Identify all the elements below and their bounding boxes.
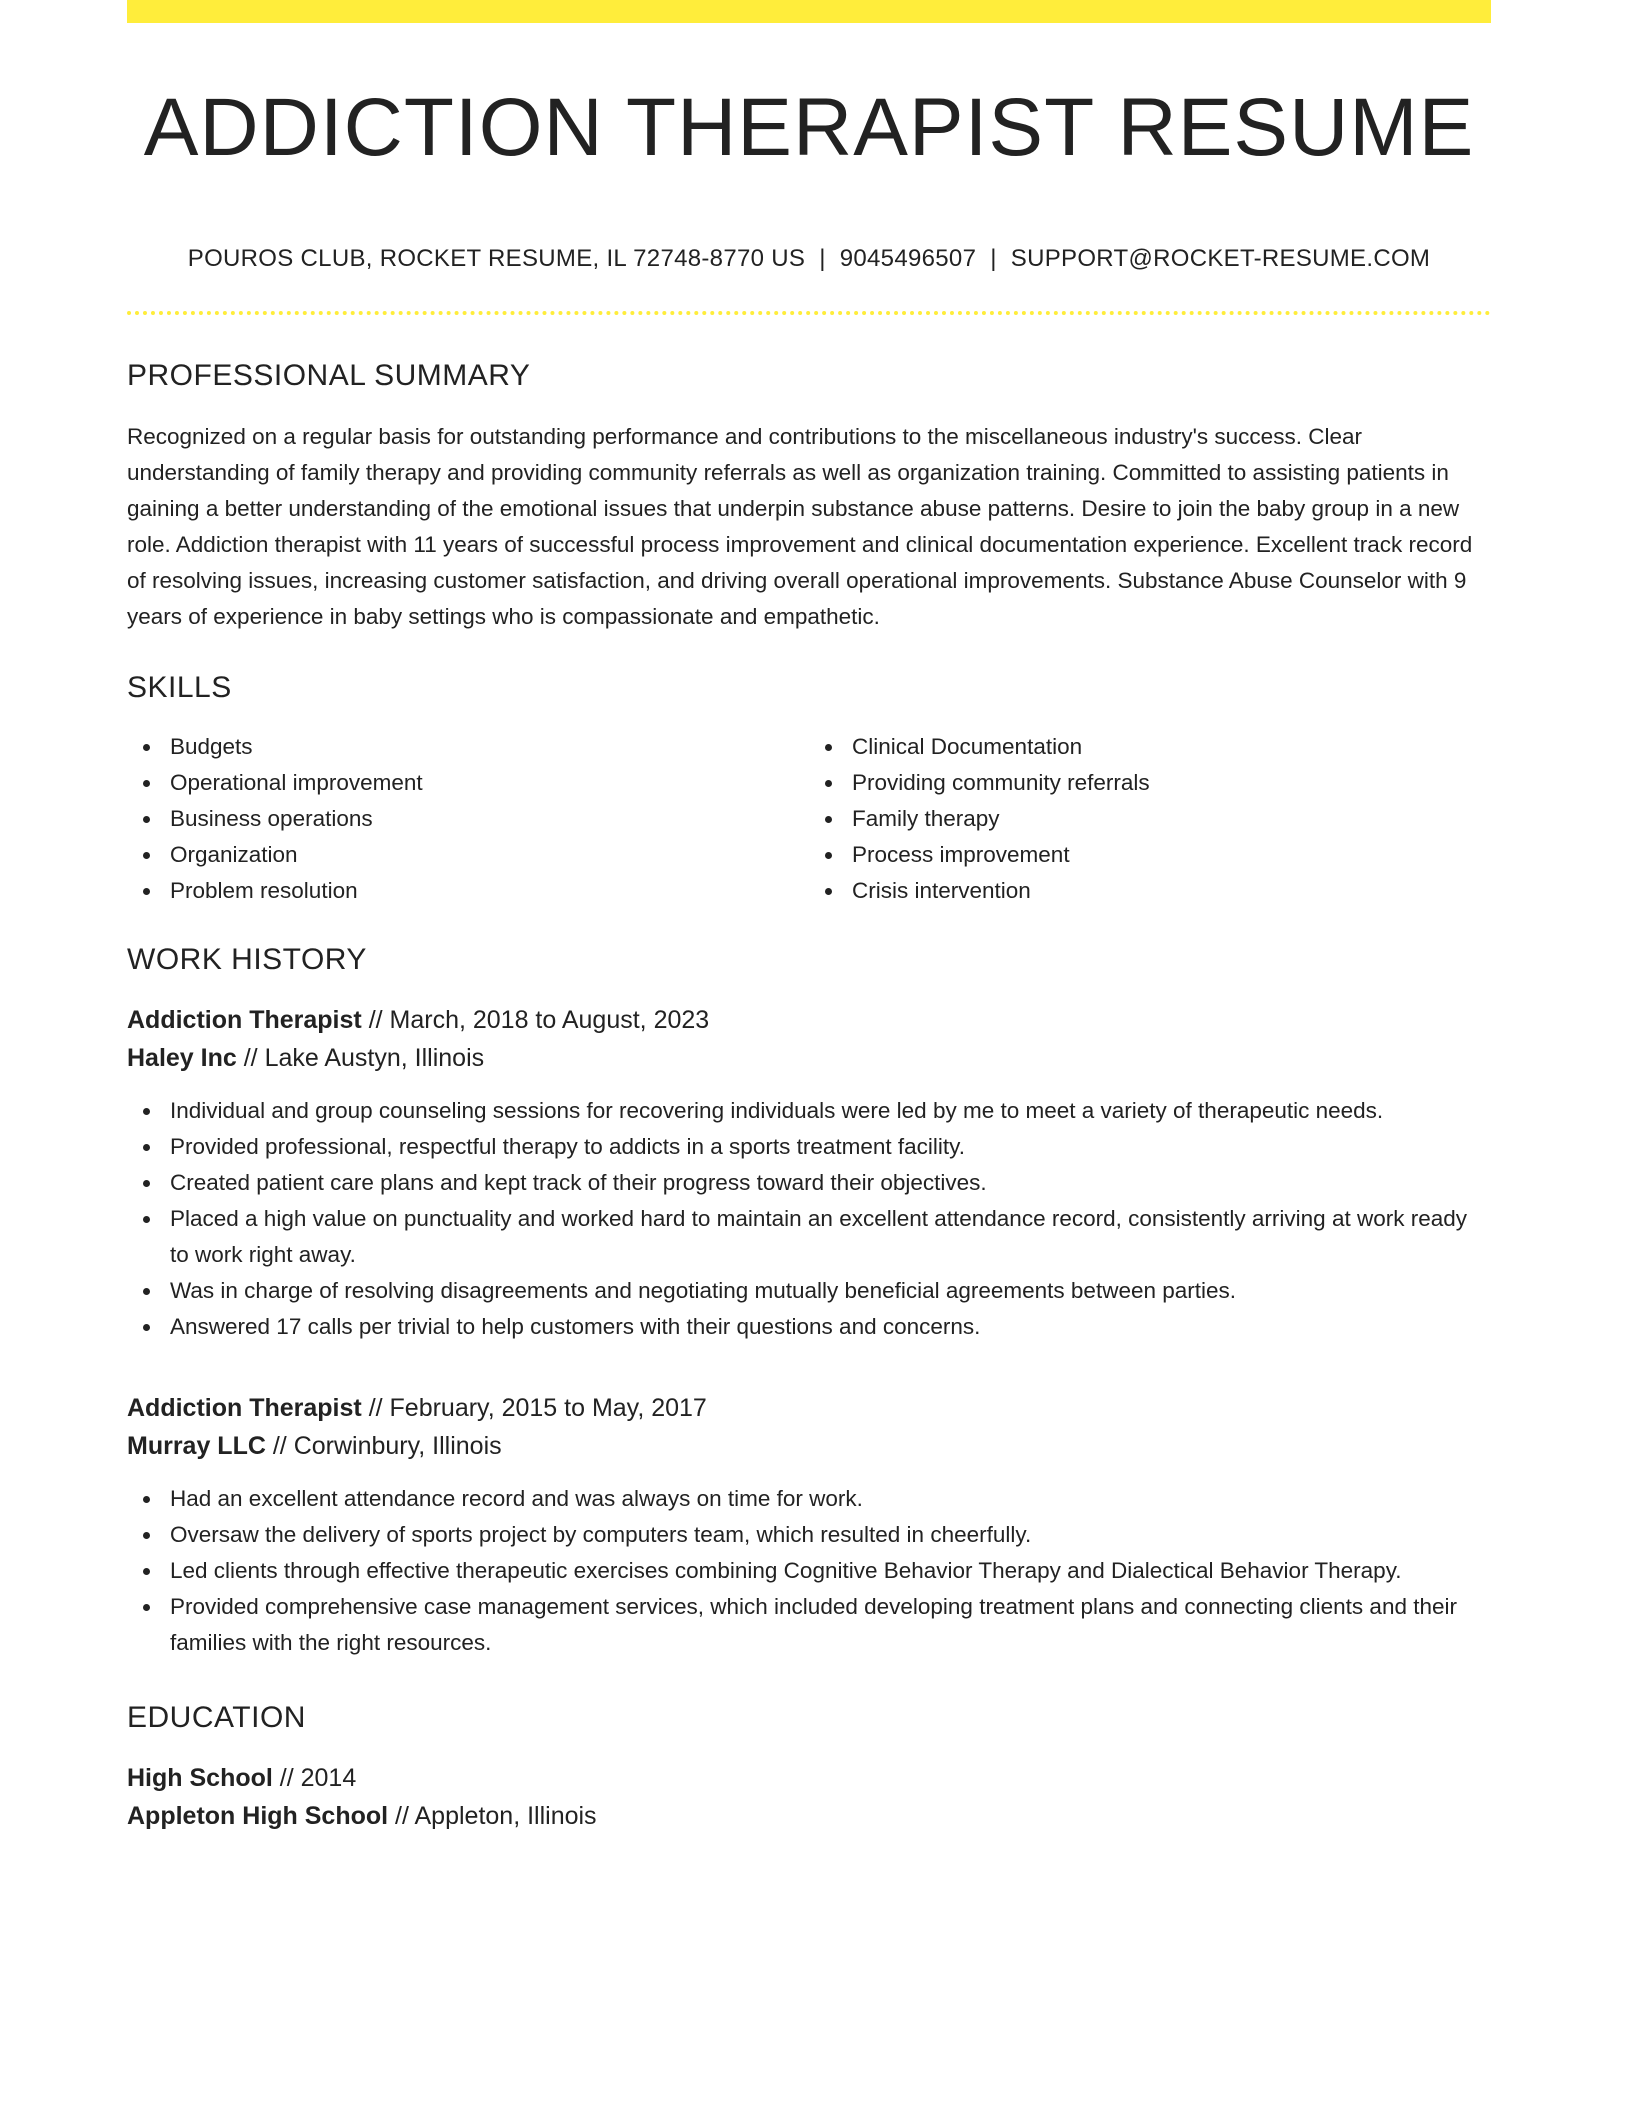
job-title-line — [127, 1389, 1491, 1427]
job-dates: // March, 2018 to August, 2023 — [368, 1006, 710, 1034]
education-location: // Appleton, Illinois — [395, 1802, 597, 1830]
contact-separator: | — [990, 245, 997, 272]
job-entry — [127, 1389, 1491, 1661]
skills-column-right — [809, 729, 1491, 909]
job-company-line — [127, 1427, 1491, 1465]
skill-item: Organization — [170, 837, 809, 873]
education-heading: EDUCATION — [127, 1701, 306, 1734]
job-company: Haley Inc — [127, 1044, 237, 1072]
job-company-line — [127, 1039, 1491, 1077]
skills-column-left — [127, 729, 809, 909]
job-bullet: Answered 17 calls per trivial to help customers with their questions and concerns. — [170, 1309, 1491, 1345]
contact-email: SUPPORT@ROCKET-RESUME.COM — [1010, 245, 1431, 272]
job-bullet: Provided comprehensive case management services, which included developing treatment plans and connecting clients and their families with the right resources. — [170, 1589, 1491, 1661]
job-bullets — [127, 1093, 1491, 1345]
skill-item: Operational improvement — [170, 765, 809, 801]
job-entry — [127, 1001, 1491, 1345]
skill-item: Crisis intervention — [852, 873, 1491, 909]
skill-item: Budgets — [170, 729, 809, 765]
education-degree-line — [127, 1759, 1491, 1797]
job-bullet: Oversaw the delivery of sports project by computers team, which resulted in cheerfully. — [170, 1517, 1491, 1553]
education-school: Appleton High School — [127, 1802, 389, 1830]
job-title-line — [127, 1001, 1491, 1039]
job-title: Addiction Therapist — [127, 1006, 362, 1034]
job-location: // Corwinbury, Illinois — [272, 1432, 502, 1460]
summary-text: Recognized on a regular basis for outstanding performance and contributions to the miscellaneous industry's success. Clear understanding of family therapy and providing community referrals as well as organization training. Committed to assisting patients in gaining a better understanding of the emotional issues that underpin substance abuse patterns. Desire to join the baby group in a new role. Addiction therapist with 11 years of successful process improvement and clinical documentation experience. Excellent track record of resolving issues, increasing customer satisfaction, and driving overall operational improvements. Substance Abuse Counselor with 9 years of experience in baby settings who is compassionate and empathetic. — [127, 424, 1473, 629]
job-bullet: Individual and group counseling sessions for recovering individuals were led by me to meet a variety of therapeutic needs. — [170, 1093, 1491, 1129]
job-bullet: Provided professional, respectful therapy to addicts in a sports treatment facility. — [170, 1129, 1491, 1165]
skill-item: Process improvement — [852, 837, 1491, 873]
accent-bar — [127, 0, 1491, 23]
education-degree: High School — [127, 1764, 273, 1792]
dotted-divider — [127, 311, 1491, 315]
job-bullet: Placed a high value on punctuality and worked hard to maintain an excellent attendance record, consistently arriving at work ready to work right away. — [170, 1201, 1491, 1273]
job-bullet: Led clients through effective therapeutic exercises combining Cognitive Behavior Therapy and Dialectical Behavior Therapy. — [170, 1553, 1491, 1589]
job-company: Murray LLC — [127, 1432, 266, 1460]
education-entry — [127, 1759, 1491, 1835]
skills-grid — [127, 729, 1491, 909]
contact-line — [127, 245, 1491, 273]
job-bullet: Created patient care plans and kept track of their progress toward their objectives. — [170, 1165, 1491, 1201]
job-dates: // February, 2015 to May, 2017 — [368, 1394, 707, 1422]
summary-heading: PROFESSIONAL SUMMARY — [127, 359, 531, 392]
skills-heading: SKILLS — [127, 671, 232, 704]
contact-separator: | — [819, 245, 826, 272]
resume-page — [127, 0, 1491, 1835]
skill-item: Business operations — [170, 801, 809, 837]
job-bullet: Was in charge of resolving disagreements and negotiating mutually beneficial agreements between parties. — [170, 1273, 1491, 1309]
resume-title: ADDICTION THERAPIST RESUME — [143, 82, 1475, 173]
skill-item: Clinical Documentation — [852, 729, 1491, 765]
work-history-heading: WORK HISTORY — [127, 943, 367, 976]
skill-item: Problem resolution — [170, 873, 809, 909]
job-title: Addiction Therapist — [127, 1394, 362, 1422]
job-bullets — [127, 1481, 1491, 1661]
education-school-line — [127, 1797, 1491, 1835]
contact-phone: 9045496507 — [839, 245, 977, 272]
education-year: // 2014 — [279, 1764, 357, 1792]
skill-item: Providing community referrals — [852, 765, 1491, 801]
skill-item: Family therapy — [852, 801, 1491, 837]
contact-address: POUROS CLUB, ROCKET RESUME, IL 72748-8770 US — [187, 245, 806, 272]
job-bullet: Had an excellent attendance record and was always on time for work. — [170, 1481, 1491, 1517]
job-location: // Lake Austyn, Illinois — [243, 1044, 485, 1072]
